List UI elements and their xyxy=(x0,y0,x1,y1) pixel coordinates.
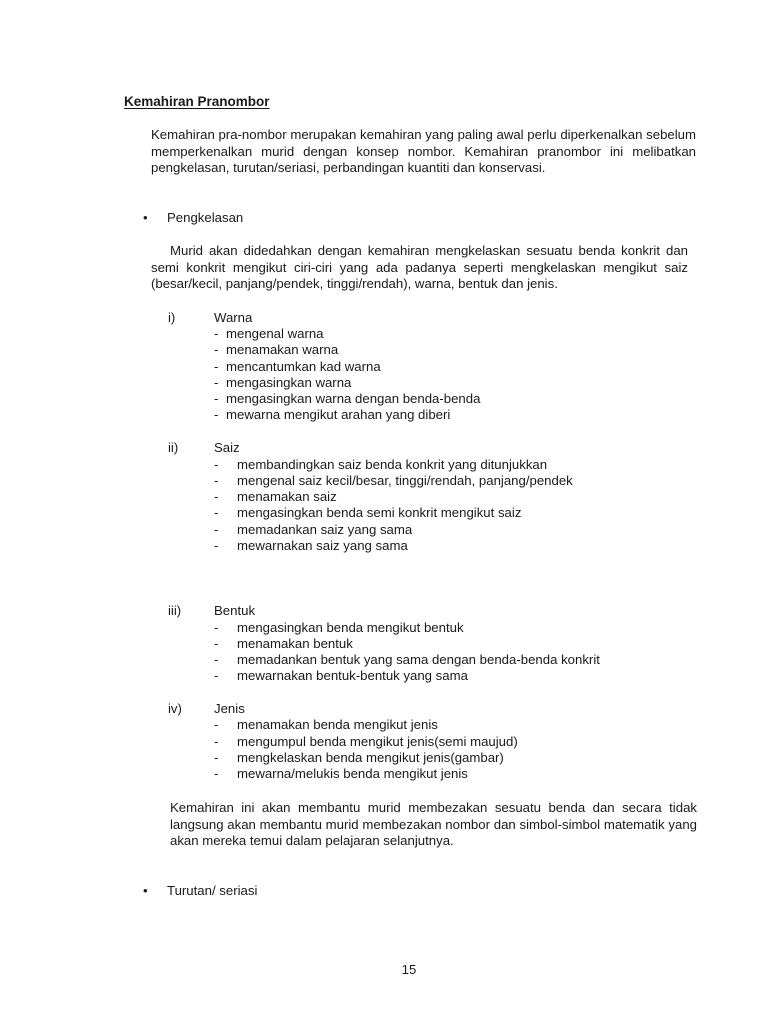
list-item: - menamakan saiz xyxy=(214,489,337,504)
list-item: - mengenal warna xyxy=(214,326,324,341)
group-heading-warna: Warna xyxy=(214,310,253,325)
list-item: - mengasingkan benda semi konkrit mengikut saiz xyxy=(214,505,522,520)
page-title: Kemahiran Pranombor xyxy=(124,94,270,109)
bullet-marker: • xyxy=(143,883,148,898)
group-heading-bentuk: Bentuk xyxy=(214,603,256,618)
group-number: ii) xyxy=(168,440,179,455)
group-heading-jenis: Jenis xyxy=(214,701,245,716)
page-number: 15 xyxy=(401,962,417,977)
list-item: - menamakan benda mengikut jenis xyxy=(214,717,438,732)
group-number: i) xyxy=(168,310,176,325)
intro-paragraph: Kemahiran pra-nombor merupakan kemahiran yang paling awal perlu diperkenalkan sebelum memperkenalkan murid dengan konsep nombor. Kemahiran pranombor ini melibatkan pengkelasan, turutan/seriasi, perbandingan kuantiti dan konservasi. xyxy=(151,127,696,175)
bullet-marker: • xyxy=(143,210,148,225)
list-item: - mengasingkan warna dengan benda-benda xyxy=(214,391,481,406)
group-heading-saiz: Saiz xyxy=(214,440,240,455)
group-number: iv) xyxy=(168,701,182,716)
list-item: - memadankan saiz yang sama xyxy=(214,522,413,537)
list-item: - mewarna/melukis benda mengikut jenis xyxy=(214,766,468,781)
list-item: - mengkelaskan benda mengikut jenis(gambar) xyxy=(214,750,504,765)
list-item: - mewarna mengikut arahan yang diberi xyxy=(214,407,451,422)
list-item: - mewarnakan bentuk-bentuk yang sama xyxy=(214,668,468,683)
list-item: - mengasingkan warna xyxy=(214,375,352,390)
group-number: iii) xyxy=(168,603,182,618)
list-item: - membandingkan saiz benda konkrit yang ditunjukkan xyxy=(214,457,548,472)
list-item: - menamakan warna xyxy=(214,342,339,357)
list-item: - menamakan bentuk xyxy=(214,636,353,651)
list-item: - mengasingkan benda mengikut bentuk xyxy=(214,620,464,635)
section-heading-turutan: Turutan/ seriasi xyxy=(167,883,258,898)
list-item: - memadankan bentuk yang sama dengan benda-benda konkrit xyxy=(214,652,600,667)
section-heading-pengkelasan: Pengkelasan xyxy=(167,210,244,225)
pengkelasan-paragraph: Murid akan didedahkan dengan kemahiran mengkelaskan sesuatu benda konkrit dan semi konkrit mengikut ciri-ciri yang ada padanya seperti mengkelaskan mengikut saiz (besar/kecil, panjang/pendek, tinggi/rendah), warna, bentuk dan jenis. xyxy=(151,243,688,291)
list-item: - mengumpul benda mengikut jenis(semi maujud) xyxy=(214,734,518,749)
list-item: - mencantumkan kad warna xyxy=(214,359,381,374)
list-item: - mengenal saiz kecil/besar, tinggi/rendah, panjang/pendek xyxy=(214,473,573,488)
list-item: - mewarnakan saiz yang sama xyxy=(214,538,408,553)
closing-paragraph: Kemahiran ini akan membantu murid membezakan sesuatu benda dan secara tidak langsung akan membantu murid membezakan nombor dan simbol-simbol matematik yang akan mereka temui dalam pelajaran selanjutnya. xyxy=(170,800,697,848)
